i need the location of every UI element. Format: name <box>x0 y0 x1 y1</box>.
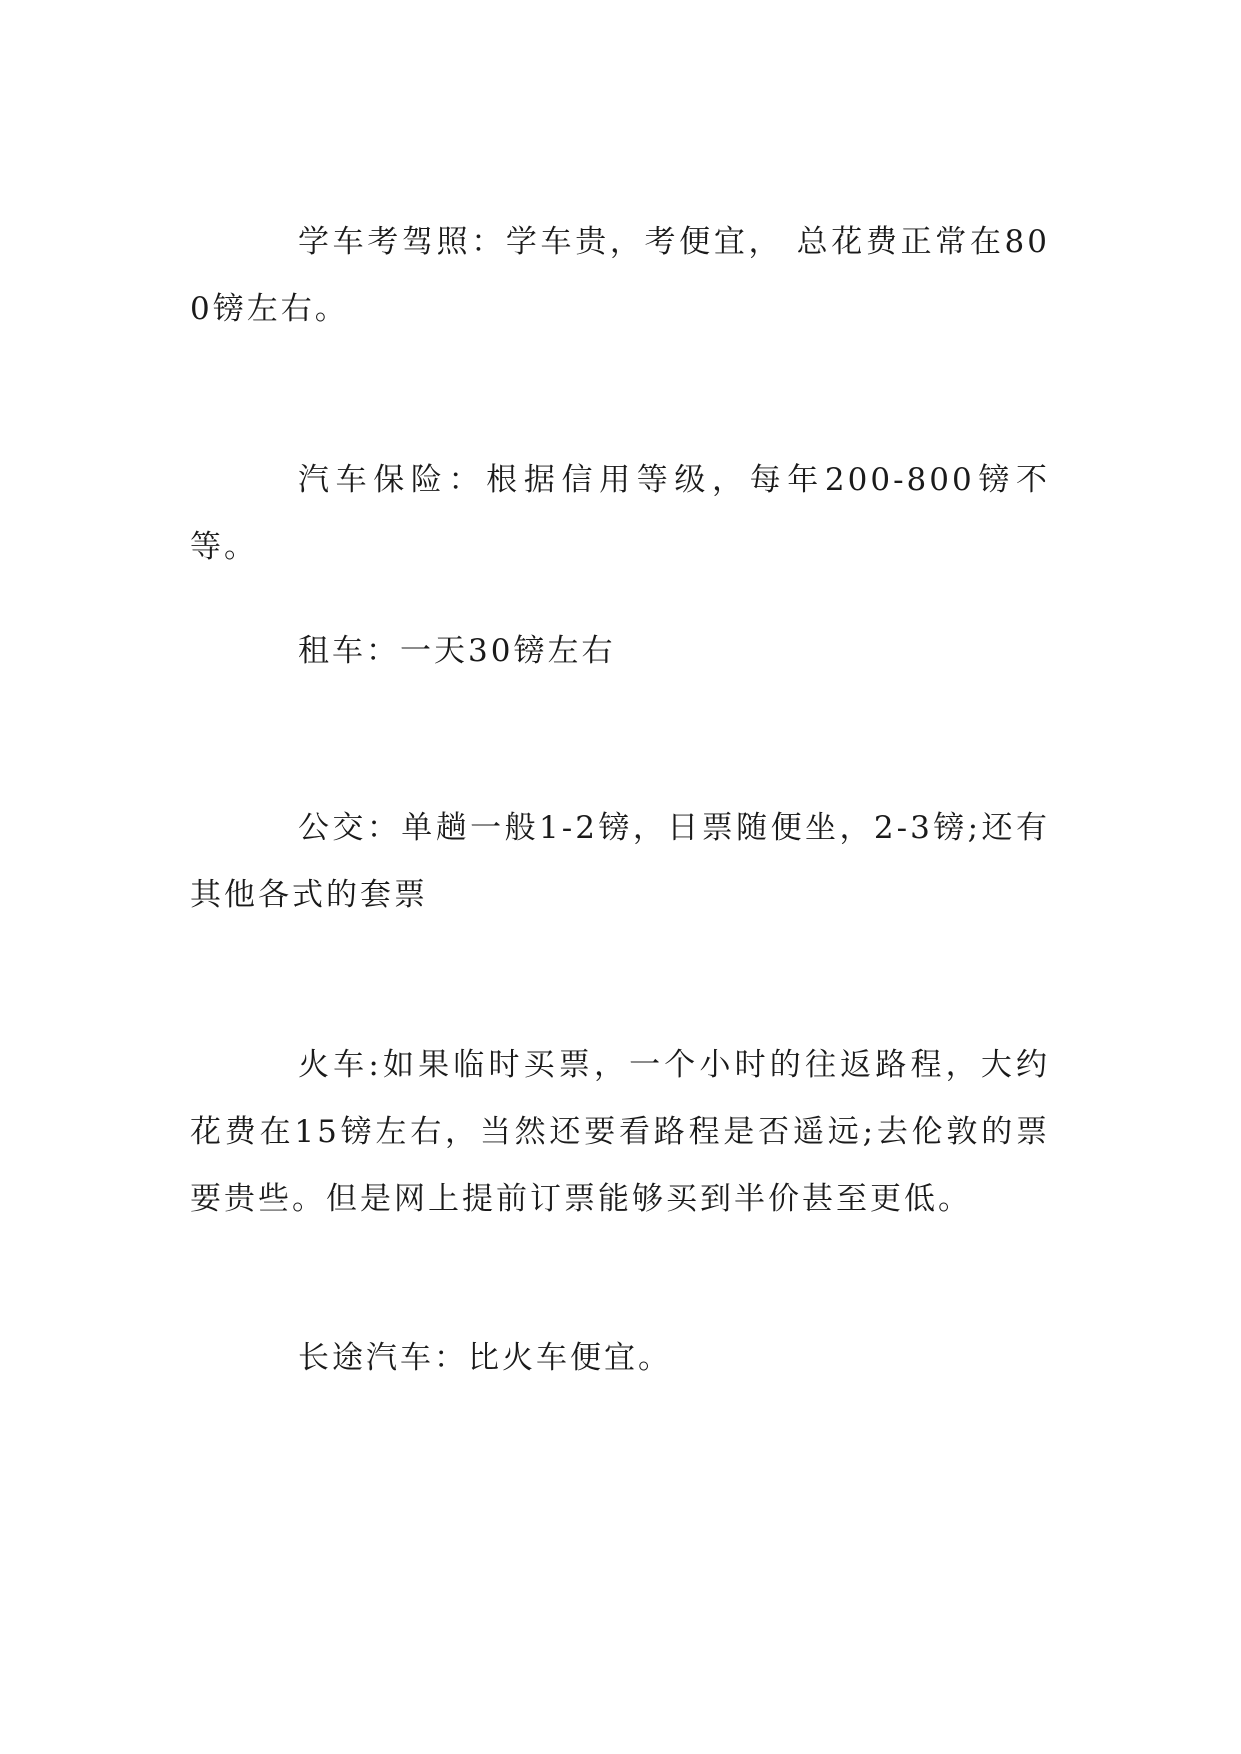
paragraph-train: 火车:如果临时买票，一个小时的往返路程，大约花费在15镑左右，当然还要看路程是否遥远;去伦敦的票要贵些。但是网上提前订票能够买到半价甚至更低。 <box>190 1047 1050 1217</box>
paragraph-coach: 长途汽车：比火车便宜。 <box>298 1340 672 1376</box>
paragraph-bus: 公交：单趟一般1-2镑，日票随便坐，2-3镑;还有其他各式的套票 <box>190 810 1050 913</box>
paragraph-driving-license: 学车考驾照：学车贵，考便宜， 总花费正常在800镑左右。 <box>190 224 1050 327</box>
paragraph-car-rental: 租车：一天30镑左右 <box>298 633 616 669</box>
paragraph-car-insurance: 汽车保险：根据信用等级，每年200-800镑不等。 <box>190 462 1050 565</box>
